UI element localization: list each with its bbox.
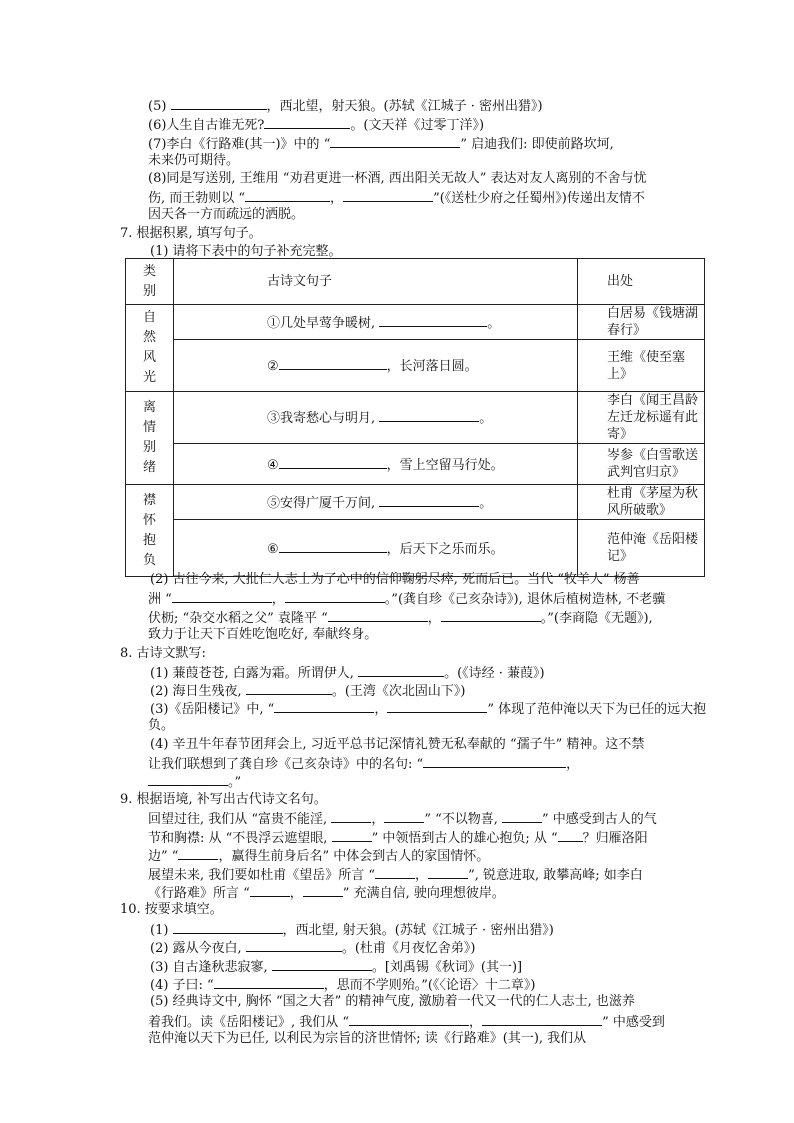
line-text: 让我们联想到了龚自珍《己亥杂诗》中的名句: “ [148, 757, 424, 772]
answer-blank[interactable] [358, 663, 444, 677]
text-line [148, 754, 579, 773]
text-line [150, 699, 706, 718]
header-sentence: 古诗文句子 [174, 259, 578, 305]
answer-blank[interactable] [264, 115, 350, 129]
line-text: (8)同是写送别, 王维用 “劝君更进一杯酒, 西出阳关无故人” 表达对友人离别的不舍与忧 [148, 171, 647, 186]
sentence-cell [174, 340, 578, 392]
answer-blank[interactable] [214, 975, 324, 989]
header-source: 出处 [578, 259, 705, 305]
line-text: ” “不以物喜, [424, 812, 503, 827]
line-text: (4) 辛丑牛年春节团拜会上, 习近平总书记深情礼赞无私奉献的 “孺子牛” 精神。这不禁 [150, 737, 645, 752]
sentence-text: ⑤安得广厦千万间, [267, 495, 380, 511]
text-line [148, 152, 239, 169]
text-line [148, 96, 543, 115]
answer-blank[interactable] [502, 809, 542, 823]
line-text: 因天各一方而疏远的洒脱。 [148, 207, 305, 222]
sentence-text: 。 [487, 315, 501, 331]
line-text: 。[刘禹锡《秋词》(其一)] [371, 960, 523, 975]
line-text: 洲 “ [148, 592, 172, 607]
line-text: ？归雁洛阳 [582, 831, 648, 846]
answer-blank[interactable] [379, 493, 479, 507]
line-text: 回望过往, 我们从 “富贵不能淫, [148, 812, 332, 827]
line-text: (4) 子曰: “ [150, 978, 214, 993]
sentence-cell [174, 444, 578, 485]
text-line [150, 957, 522, 976]
text-line [148, 865, 643, 884]
sentence-text: ⑥ [267, 541, 279, 557]
text-line [150, 736, 644, 753]
source-cell: 杜甫《茅屋为秋风所破歌》 [578, 485, 705, 520]
line-text: 范仲淹以天下为已任, 以利民为宗旨的济世情怀; 读《行路难》(其一), 我们从 [148, 1031, 587, 1046]
line-text: 边” “ [148, 849, 179, 864]
line-text: ”(《送杜少府之任蜀州》)传递出友情不 [433, 191, 645, 206]
source-cell: 岑参《白雪歌送武判官归京》 [578, 444, 705, 485]
answer-blank[interactable] [349, 1012, 469, 1026]
text-line [148, 846, 489, 865]
line-text: 。(王湾《次北固山下》) [331, 684, 466, 699]
text-line [150, 993, 635, 1010]
text-line [150, 663, 545, 682]
answer-blank[interactable] [148, 772, 228, 786]
line-text: (2) 古往今来, 大批仁人志士为了心中的信仰鞠躬尽瘁, 死而后已。当代 “牧羊人” 杨善 [150, 572, 640, 587]
text-line [148, 608, 653, 627]
answer-blank[interactable] [172, 589, 272, 603]
answer-blank[interactable] [375, 865, 415, 879]
line-text: ” 充满自信, 驶向理想彼岸。 [342, 886, 505, 901]
answer-blank[interactable] [246, 938, 342, 952]
line-text: ，西北望，射天狼。(苏轼《江城子 · 密州出猎》) [266, 99, 543, 114]
answer-blank[interactable] [303, 883, 343, 897]
text-line [150, 681, 465, 700]
answer-blank[interactable] [173, 920, 283, 934]
text-line [120, 791, 327, 808]
text-line [150, 938, 475, 957]
answer-blank[interactable] [279, 356, 387, 370]
sentence-cell [174, 485, 578, 520]
line-text: 致力于让天下百姓吃饱吃好, 奉献终身。 [148, 627, 378, 642]
table-row [126, 444, 705, 485]
sentence-text: 。 [479, 495, 493, 511]
category-cell: 离情别绪 [126, 392, 174, 485]
line-text: 。(文天祥《过零丁洋》) [350, 118, 485, 133]
line-text: ， [427, 611, 441, 626]
text-line [148, 188, 645, 207]
table-row [126, 340, 705, 392]
line-text: ， [566, 757, 580, 772]
line-text: ” 体现了范仲淹以天下为已任的远大抱 [487, 702, 707, 717]
table-header-row [126, 259, 705, 305]
line-text: ， [289, 886, 303, 901]
source-cell: 白居易《钱塘湖春行》 [578, 305, 705, 340]
answer-blank[interactable] [423, 754, 566, 768]
answer-blank[interactable] [274, 699, 374, 713]
answer-blank[interactable] [279, 539, 387, 553]
sentence-text: ，雪上空留马行处。 [386, 457, 504, 473]
sentence-cell [174, 392, 578, 444]
answer-blank[interactable] [428, 865, 468, 879]
header-category: 类别 [126, 259, 174, 305]
answer-blank[interactable] [331, 809, 371, 823]
line-text: ，西北望, 射天狼。(苏轼《江城子 · 密州出猎》) [282, 923, 554, 938]
line-text: (1) 蒹葭苍苍, 白露为霜。所谓伊人, [150, 666, 359, 681]
line-text: ” 中领悟到古人的雄心抱负; 从 “ [371, 831, 558, 846]
line-text: (3) 自古逢秋悲寂寥, [150, 960, 272, 975]
table-row [126, 305, 705, 340]
answer-blank[interactable] [441, 608, 541, 622]
answer-blank[interactable] [343, 188, 433, 202]
table-row [126, 392, 705, 444]
answer-blank[interactable] [178, 846, 218, 860]
line-text: ，赢得生前身后名” 中体会到古人的家国情怀。 [218, 849, 490, 864]
text-line [148, 772, 241, 791]
line-text: 。(杜甫《月夜忆舍弟》) [341, 941, 476, 956]
text-line [148, 1030, 586, 1047]
answer-blank[interactable] [384, 809, 424, 823]
source-cell: 范仲淹《岳阳楼记》 [578, 520, 705, 577]
category-cell: 自然风光 [126, 305, 174, 392]
line-text: ， [330, 191, 344, 206]
answer-blank[interactable] [379, 313, 487, 327]
text-line [150, 920, 554, 939]
answer-blank[interactable] [482, 1012, 602, 1026]
line-text: (1) 请将下表中的句子补充完整。 [150, 244, 342, 259]
text-line [120, 225, 262, 242]
text-line [148, 1012, 665, 1031]
line-text: 。”(龚自珍《己亥杂诗》), 退休后植树造林, 不老骥 [384, 592, 666, 607]
text-line [120, 901, 223, 918]
answer-blank[interactable] [171, 96, 267, 110]
poetry-table [125, 258, 705, 577]
answer-blank[interactable] [387, 699, 487, 713]
line-text: ” 中感受到 [602, 1015, 665, 1030]
line-text: ，思而不学则殆。”(《〈论语〉十二章》) [323, 978, 536, 993]
source-cell: 王维《使至塞上》 [578, 340, 705, 392]
line-text: (5) 经典诗文中, 胸怀 “国之大者” 的精神气度, 激励着一代又一代的仁人志士, 也滋养 [150, 994, 635, 1009]
line-text: 伏枥; “杂交水稻之父” 袁隆平 “ [148, 611, 328, 626]
sentence-text: ② [267, 359, 279, 374]
line-text: 10. 按要求填空。 [120, 902, 223, 917]
line-text: 伤, 而王勃则以 “ [148, 191, 246, 206]
line-text: 未来仍可期待。 [148, 153, 240, 168]
line-text: (2) 露从今夜白, [150, 941, 246, 956]
table-row [126, 485, 705, 520]
table-row [126, 520, 705, 577]
line-text: ， [469, 1015, 483, 1030]
line-text: (1) [150, 923, 173, 938]
text-line [148, 115, 484, 134]
sentence-text: 。 [479, 411, 493, 426]
line-text: ， [374, 702, 388, 717]
text-line [148, 828, 648, 847]
sentence-text: ①几处早莺争暖树, [267, 315, 380, 331]
line-text: 9. 根据语境, 补写出古代诗文名句。 [120, 792, 327, 807]
answer-blank[interactable] [272, 957, 372, 971]
answer-blank[interactable] [332, 828, 372, 842]
line-text: (7)李白《行路难(其一)》中的 “ [148, 137, 331, 152]
text-line [148, 717, 174, 734]
line-text: ” 中感受到古人的气 [542, 812, 657, 827]
line-text: 展望未来, 我们要如杜甫《望岳》所言 “ [148, 868, 376, 883]
line-text: 。(《诗经 · 蒹葭》) [444, 666, 545, 681]
line-text: (3)《岳阳楼记》中, “ [150, 702, 275, 717]
answer-blank[interactable] [379, 408, 479, 422]
answer-blank[interactable] [246, 681, 332, 695]
sentence-text: ③我寄愁心与明月, [267, 411, 380, 426]
line-text: ， [371, 812, 385, 827]
line-text: 着我们。读《岳阳楼记》, 我们从 “ [148, 1015, 350, 1030]
sentence-text: ④ [267, 457, 279, 473]
answer-blank[interactable] [330, 134, 460, 148]
line-text: (2) 海日生残夜, [150, 684, 246, 699]
line-text: 负。 [148, 718, 175, 733]
line-text: 。” [228, 775, 242, 790]
answer-blank[interactable] [328, 608, 428, 622]
sentence-cell [174, 520, 578, 577]
text-line [120, 645, 206, 662]
answer-blank[interactable] [245, 188, 330, 202]
text-line [148, 626, 377, 643]
line-text: 。”(李商隐《无题》), [540, 611, 653, 626]
answer-blank[interactable] [250, 883, 290, 897]
text-line [148, 170, 647, 187]
text-line [148, 589, 665, 608]
text-line [150, 975, 536, 994]
category-cell: 襟怀抱负 [126, 485, 174, 577]
source-cell: 李白《闻王昌龄左迁龙标遥有此寄》 [578, 392, 705, 444]
text-line [148, 134, 614, 153]
line-text: (5) [148, 99, 171, 114]
text-line [148, 883, 505, 902]
answer-blank[interactable] [558, 828, 583, 842]
line-text: (6)人生自古谁无死? [148, 118, 265, 133]
answer-blank[interactable] [279, 455, 387, 469]
line-text: ， [415, 868, 429, 883]
line-text: ” 启迪我们: 即使前路坎坷, [460, 137, 614, 152]
sentence-text: ，后天下之乐而乐。 [386, 541, 504, 557]
line-text: 《行路难》所言 “ [148, 886, 250, 901]
line-text: 8. 古诗文默写: [120, 646, 206, 661]
sentence-text: ，长河落日圆。 [386, 359, 478, 374]
line-text: 7. 根据积累, 填写句子。 [120, 226, 262, 241]
line-text: ， [271, 592, 285, 607]
line-text: ”, 锐意进取, 敢攀高峰; 如李白 [468, 868, 643, 883]
text-line [148, 206, 304, 223]
line-text: 节和胸襟: 从 “不畏浮云遮望眼, [148, 831, 332, 846]
text-line [148, 809, 657, 828]
answer-blank[interactable] [285, 589, 385, 603]
sentence-cell [174, 305, 578, 340]
